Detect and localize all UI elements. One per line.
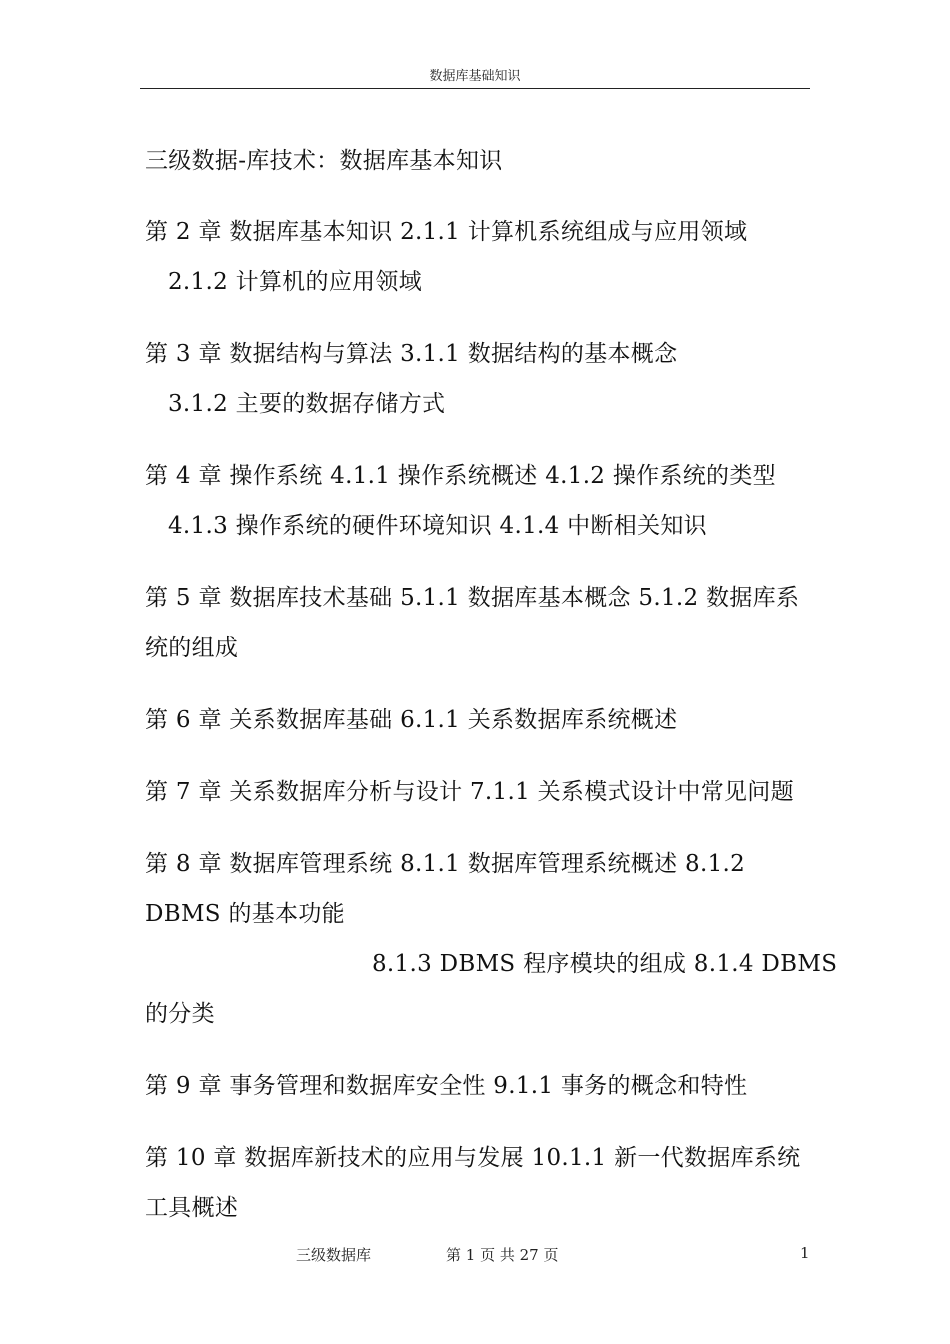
chapter-8-line-4: 的分类 [145, 1001, 215, 1027]
page-header [140, 66, 810, 89]
chapter-2-line-2: 2.1.2 计算机的应用领域 [168, 269, 423, 295]
chapter-8-line-1: 第 8 章 数据库管理系统 8.1.1 数据库管理系统概述 8.1.2 [145, 851, 746, 877]
chapter-10-line-2: 工具概述 [145, 1195, 239, 1221]
chapter-4-line-1: 第 4 章 操作系统 4.1.1 操作系统概述 4.1.2 操作系统的类型 [145, 463, 776, 489]
chapter-3-line-2: 3.1.2 主要的数据存储方式 [168, 391, 446, 417]
chapter-9-line-1: 第 9 章 事务管理和数据库安全性 9.1.1 事务的概念和特性 [145, 1073, 748, 1099]
chapter-8-line-2: DBMS 的基本功能 [145, 901, 345, 927]
chapter-10-line-1: 第 10 章 数据库新技术的应用与发展 10.1.1 新一代数据库系统 [145, 1145, 801, 1171]
chapter-3-line-1: 第 3 章 数据结构与算法 3.1.1 数据结构的基本概念 [145, 341, 678, 367]
footer-left-text: 三级数据库 [296, 1246, 372, 1264]
chapter-4-line-2: 4.1.3 操作系统的硬件环境知识 4.1.4 中断相关知识 [168, 513, 707, 539]
chapter-5-line-2: 统的组成 [145, 635, 239, 661]
chapter-5-line-1: 第 5 章 数据库技术基础 5.1.1 数据库基本概念 5.1.2 数据库系 [145, 585, 800, 611]
document-title: 三级数据-库技术：数据库基本知识 [145, 148, 503, 174]
footer-page-number: 1 [800, 1244, 810, 1262]
chapter-8-line-3: 8.1.3 DBMS 程序模块的组成 8.1.4 DBMS [372, 951, 838, 977]
chapter-6-line-1: 第 6 章 关系数据库基础 6.1.1 关系数据库系统概述 [145, 707, 678, 733]
footer-page-info: 第 1 页 共 27 页 [446, 1246, 559, 1264]
chapter-7-line-1: 第 7 章 关系数据库分析与设计 7.1.1 关系模式设计中常见问题 [145, 779, 794, 805]
chapter-2-line-1: 第 2 章 数据库基本知识 2.1.1 计算机系统组成与应用领域 [145, 219, 748, 245]
header-title: 数据库基础知识 [429, 69, 521, 84]
